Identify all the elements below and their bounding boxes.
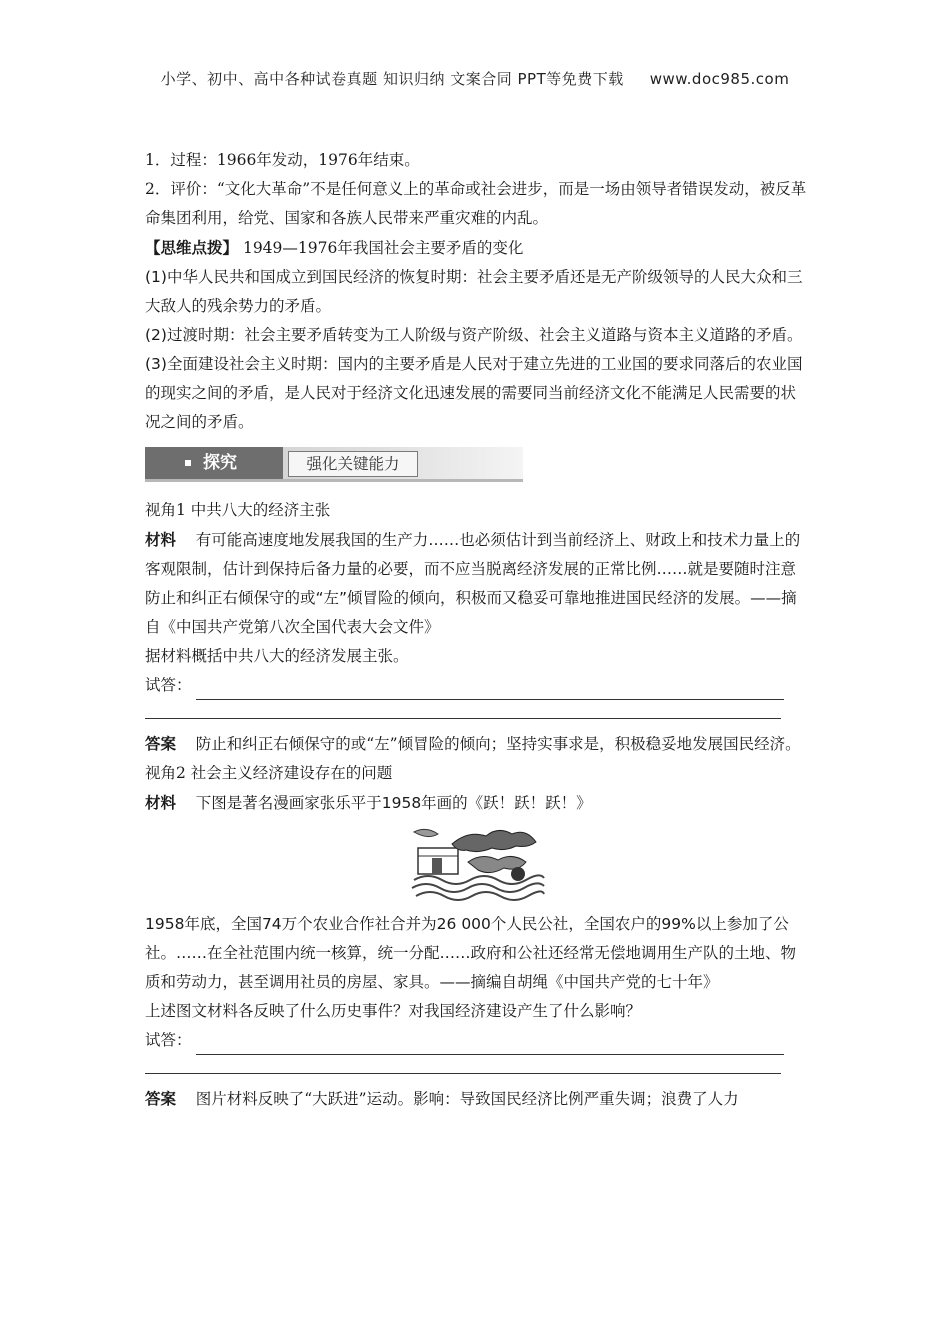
angle1-material-text: 有可能高速度地发展我国的生产力……也必须估计到当前经济上、财政上和技术力量上的客观限制，估计到保持后备力量的必要，而不应当脱离经济发展的正常比例……就是要随时注意防止和纠正右倾保守的或“左”倾冒险的倾向，积极而又稳妥可靠地推进国民经济的发展。——摘自《中国共产党第八次全国代表大会文件》 <box>145 531 801 636</box>
angle2-answer-blank[interactable] <box>196 1036 784 1055</box>
cartoon-figure <box>145 822 810 904</box>
document-body <box>145 146 810 1114</box>
angle2-answer-blank-2[interactable] <box>145 1055 810 1084</box>
tip-title: 1949—1976年我国社会主要矛盾的变化 <box>242 239 524 257</box>
angle2-answer-line[interactable] <box>145 1026 810 1055</box>
process-item: 1．过程：1966年发动，1976年结束。 <box>145 151 420 169</box>
explore-banner <box>145 447 523 482</box>
page-header <box>0 68 950 89</box>
banner-square-icon <box>185 460 191 466</box>
angle1-answer <box>145 729 810 759</box>
angle1-answer-label: 答案 <box>145 734 177 753</box>
tip-item-3: (3)全面建设社会主义时期：国内的主要矛盾是人民对于建立先进的工业国的要求同落后的农业国的现实之间的矛盾，是人民对于经济文化迅速发展的需要同当前经济文化不能满足人民需要的状况之间的矛盾。 <box>145 355 803 431</box>
angle2-title: 视角2 社会主义经济建设存在的问题 <box>145 764 393 782</box>
thinking-tip-heading <box>145 233 810 263</box>
angle1-answer-blank[interactable] <box>196 681 784 700</box>
angle1-material <box>145 525 810 642</box>
angle2-material-text: 下图是著名漫画家张乐平于1958年画的《跃！跃！跃！》 <box>195 794 592 812</box>
angle2-material <box>145 788 810 818</box>
banner-left <box>145 447 283 479</box>
angle1-answer-prompt: 试答： <box>145 676 192 694</box>
angle1-title: 视角1 中共八大的经济主张 <box>145 501 331 519</box>
tip-item-1: (1)中华人民共和国成立到国民经济的恢复时期：社会主要矛盾还是无产阶级领导的人民大众和三大敌人的残余势力的矛盾。 <box>145 268 803 315</box>
angle1-answer-blank-2[interactable] <box>145 700 810 729</box>
angle2-answer-text: 图片材料反映了“大跃进”运动。影响：导致国民经济比例严重失调；浪费了人力 <box>195 1090 739 1108</box>
angle2-answer <box>145 1084 810 1114</box>
tip-item-2: (2)过渡时期：社会主要矛盾转变为工人阶级与资产阶级、社会主义道路与资本主义道路的矛盾。 <box>145 326 803 344</box>
angle2-question: 上述图文材料各反映了什么历史事件？对我国经济建设产生了什么影响？ <box>145 1002 642 1020</box>
angle1-answer-text: 防止和纠正右倾保守的或“左”倾冒险的倾向；坚持实事求是，积极稳妥地发展国民经济。 <box>195 735 801 753</box>
header-title: 小学、初中、高中各种试卷真题 知识归纳 文案合同 PPT等免费下载 <box>160 70 624 88</box>
banner-left-label: 探究 <box>203 453 237 473</box>
cartoon-image <box>408 822 548 904</box>
tip-label: 【思维点拨】 <box>145 238 239 257</box>
angle2-material-label: 材料 <box>145 793 177 812</box>
angle1-answer-line[interactable] <box>145 671 810 700</box>
angle2-paragraph: 1958年底，全国74万个农业合作社合并为26 000个人民公社，全国农户的99%以上参加了公社。……在全社范围内统一核算，统一分配……政府和公社还经常无偿地调用生产队的土地、物质和劳动力，甚至调用社员的房屋、家具。——摘编自胡绳《中国共产党的七十年》 <box>145 915 797 991</box>
evaluation-item: 2．评价：“文化大革命”不是任何意义上的革命或社会进步，而是一场由领导者错误发动，被反革命集团利用，给党、国家和各族人民带来严重灾难的内乱。 <box>145 180 807 227</box>
banner-right-label: 强化关键能力 <box>288 451 418 477</box>
angle1-question: 据材料概括中共八大的经济发展主张。 <box>145 647 409 665</box>
angle2-answer-prompt: 试答： <box>145 1031 192 1049</box>
angle1-material-label: 材料 <box>145 530 177 549</box>
angle2-answer-label: 答案 <box>145 1089 177 1108</box>
header-site[interactable]: www.doc985.com <box>649 70 790 88</box>
